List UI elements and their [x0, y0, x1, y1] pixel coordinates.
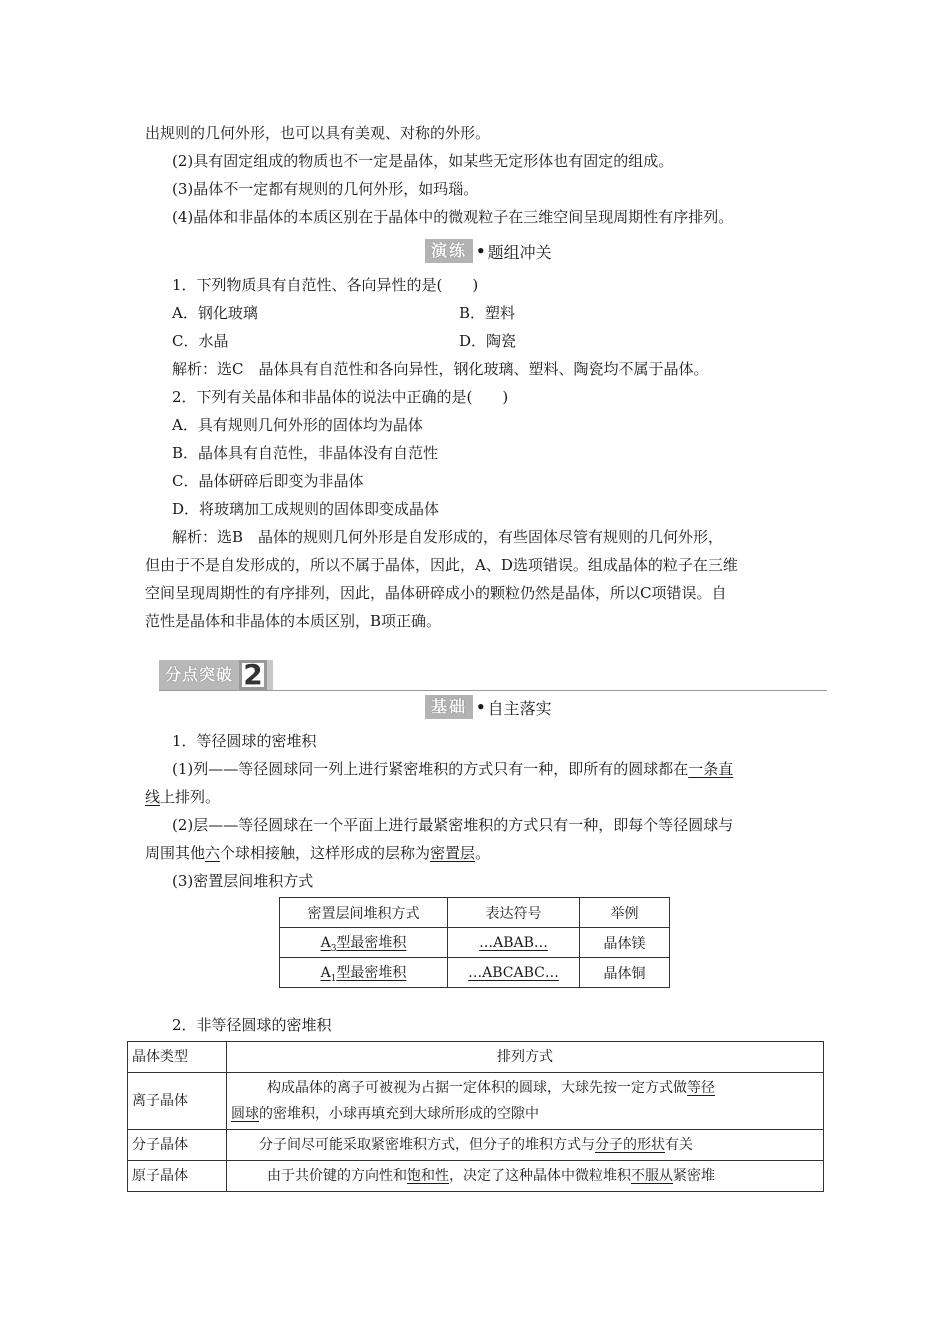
q2-analysis-line-3: 空间呈现周期性的有序排列，因此，晶体研碎成小的颗粒仍然是晶体，所以C项错误。自 [145, 584, 727, 602]
atomic-text-3: 紧密堆 [673, 1168, 715, 1184]
symbol-text: …ABAB… [479, 934, 548, 951]
basic-title: 自主落实 [487, 698, 552, 718]
section-badge-shadow [267, 660, 273, 690]
crystal-type-table [127, 1041, 824, 1192]
mode-text: 型最密堆积 [336, 934, 407, 951]
table-row [128, 1073, 824, 1130]
molecular-text-2: 有关 [665, 1137, 693, 1153]
table-header: 晶体类型 [128, 1042, 227, 1073]
q2-option-d: D．将玻璃加工成规则的固体即变成晶体 [172, 500, 440, 518]
p2-title: 2．非等径圆球的密堆积 [172, 1016, 332, 1034]
mode-subscript: 1 [330, 973, 337, 984]
q2-option-a: A．具有规则几何外形的固体均为晶体 [172, 416, 423, 434]
q1-analysis: 解析：选C 晶体具有自范性和各向异性，钢化玻璃、塑料、陶瓷均不属于晶体。 [172, 360, 709, 378]
table-row [280, 958, 670, 988]
table-cell-example: 晶体铜 [580, 958, 670, 988]
table-row [280, 928, 670, 958]
table-header: 表达符号 [448, 898, 580, 928]
p1-s2-text-1: 周围其他 [145, 844, 206, 862]
q1-option-c: C．水晶 [172, 332, 229, 350]
practice-title: 题组冲关 [487, 242, 552, 262]
q2-analysis-line-2: 但由于不是自发形成的，所以不属于晶体，因此，A、D选项错误。组成晶体的粒子在三维 [145, 556, 738, 574]
ionic-text-1: 构成晶体的离子可被视为占据一定体积的圆球，大球先按一定方式做 [267, 1080, 687, 1096]
p1-s1-line-2 [145, 787, 220, 807]
p1-s1-text: (1)列——等径圆球同一列上进行紧密堆积的方式只有一种，即所有的圆球都在 [172, 760, 689, 778]
intro-line-3: (3)晶体不一定都有规则的几何外形，如玛瑙。 [172, 180, 479, 198]
table-header-row [280, 898, 670, 928]
q2-option-c: C．晶体研碎后即变为非晶体 [172, 472, 364, 490]
q2-analysis-line-1: 解析：选B 晶体的规则几何外形是自发形成的，有些固体尽管有规则的几何外形， [172, 528, 724, 546]
p1-s1-line-1 [172, 759, 733, 779]
q1-option-a: A．钢化玻璃 [172, 304, 258, 322]
p1-s1-tail: 上排列。 [160, 788, 221, 806]
mode-letter: A [320, 934, 331, 951]
q2-stem: 2．下列有关晶体和非晶体的说法中正确的是( ) [172, 388, 509, 406]
ionic-blank-2: 圆球 [231, 1106, 259, 1122]
table-header-row [128, 1042, 824, 1073]
atomic-blank-1: 饱和性 [407, 1168, 449, 1184]
section-label: 分点突破 [159, 660, 239, 690]
table-header: 排列方式 [227, 1042, 824, 1073]
table-row [128, 1161, 824, 1192]
q1-option-b: B．塑料 [459, 304, 516, 322]
table-header: 举例 [580, 898, 670, 928]
q1-stem: 1．下列物质具有自范性、各向异性的是( ) [172, 276, 479, 294]
basic-dot: • [476, 698, 486, 716]
stacking-table [279, 897, 670, 988]
practice-dot: • [476, 242, 486, 260]
table-cell-mode [280, 928, 448, 958]
practice-tag: 演练 [425, 239, 473, 263]
symbol-text: …ABCABC… [468, 964, 559, 981]
table-row [128, 1130, 824, 1161]
table-cell-type: 离子晶体 [128, 1073, 227, 1130]
section-number: 2 [239, 660, 267, 690]
atomic-text-1: 由于共价键的方向性和 [267, 1168, 407, 1184]
p1-s3: (3)密置层间堆积方式 [172, 872, 314, 890]
intro-line-4: (4)晶体和非晶体的本质区别在于晶体中的微观粒子在三维空间呈现周期性有序排列。 [172, 208, 734, 226]
practice-heading [425, 238, 552, 264]
mode-subscript: 3 [330, 943, 337, 954]
molecular-text-1: 分子间尽可能采取紧密堆积方式，但分子的堆积方式与 [259, 1137, 595, 1153]
table-cell-arrangement [227, 1161, 824, 1192]
p1-s2-blank-1: 六 [205, 844, 221, 862]
q2-analysis-line-4: 范性是晶体和非晶体的本质区别，B项正确。 [145, 612, 442, 630]
table-cell-type: 原子晶体 [128, 1161, 227, 1192]
atomic-blank-2: 不服从 [631, 1168, 673, 1184]
q2-option-b: B．晶体具有自范性，非晶体没有自范性 [172, 444, 439, 462]
table-cell-mode [280, 958, 448, 988]
p1-s1-blank-1: 一条直 [688, 760, 734, 778]
ionic-text-2: 的密堆积，小球再填充到大球所形成的空隙中 [259, 1106, 539, 1122]
basic-heading [425, 694, 552, 720]
molecular-blank: 分子的形状 [595, 1137, 665, 1153]
section-badge [159, 660, 273, 690]
mode-text: 型最密堆积 [336, 964, 407, 981]
p1-s2-tail: 。 [475, 844, 491, 862]
table-cell-symbol [448, 928, 580, 958]
table-cell-type: 分子晶体 [128, 1130, 227, 1161]
intro-line-1: 出规则的几何外形，也可以具有美观、对称的外形。 [145, 124, 491, 142]
p1-title: 1．等径圆球的密堆积 [172, 732, 317, 750]
table-cell-symbol [448, 958, 580, 988]
section-divider [159, 690, 827, 691]
q1-option-d: D．陶瓷 [459, 332, 517, 350]
p1-s2-text-2: 个球相接触，这样形成的层称为 [220, 844, 431, 862]
ionic-blank-1: 等径 [687, 1080, 715, 1096]
mode-letter: A [320, 964, 331, 981]
p1-s2-blank-2: 密置层 [430, 844, 476, 862]
p1-s2-line-1: (2)层——等径圆球在一个平面上进行最紧密堆积的方式只有一种，即每个等径圆球与 [172, 816, 734, 834]
table-cell-arrangement [227, 1073, 824, 1130]
table-cell-example: 晶体镁 [580, 928, 670, 958]
table-cell-arrangement [227, 1130, 824, 1161]
p1-s1-blank-2: 线 [145, 788, 161, 806]
p1-s2-line-2 [145, 843, 490, 863]
table-header: 密置层间堆积方式 [280, 898, 448, 928]
intro-line-2: (2)具有固定组成的物质也不一定是晶体，如某些无定形体也有固定的组成。 [172, 152, 674, 170]
basic-tag: 基础 [425, 695, 473, 719]
atomic-text-2: ，决定了这种晶体中微粒堆积 [449, 1168, 631, 1184]
